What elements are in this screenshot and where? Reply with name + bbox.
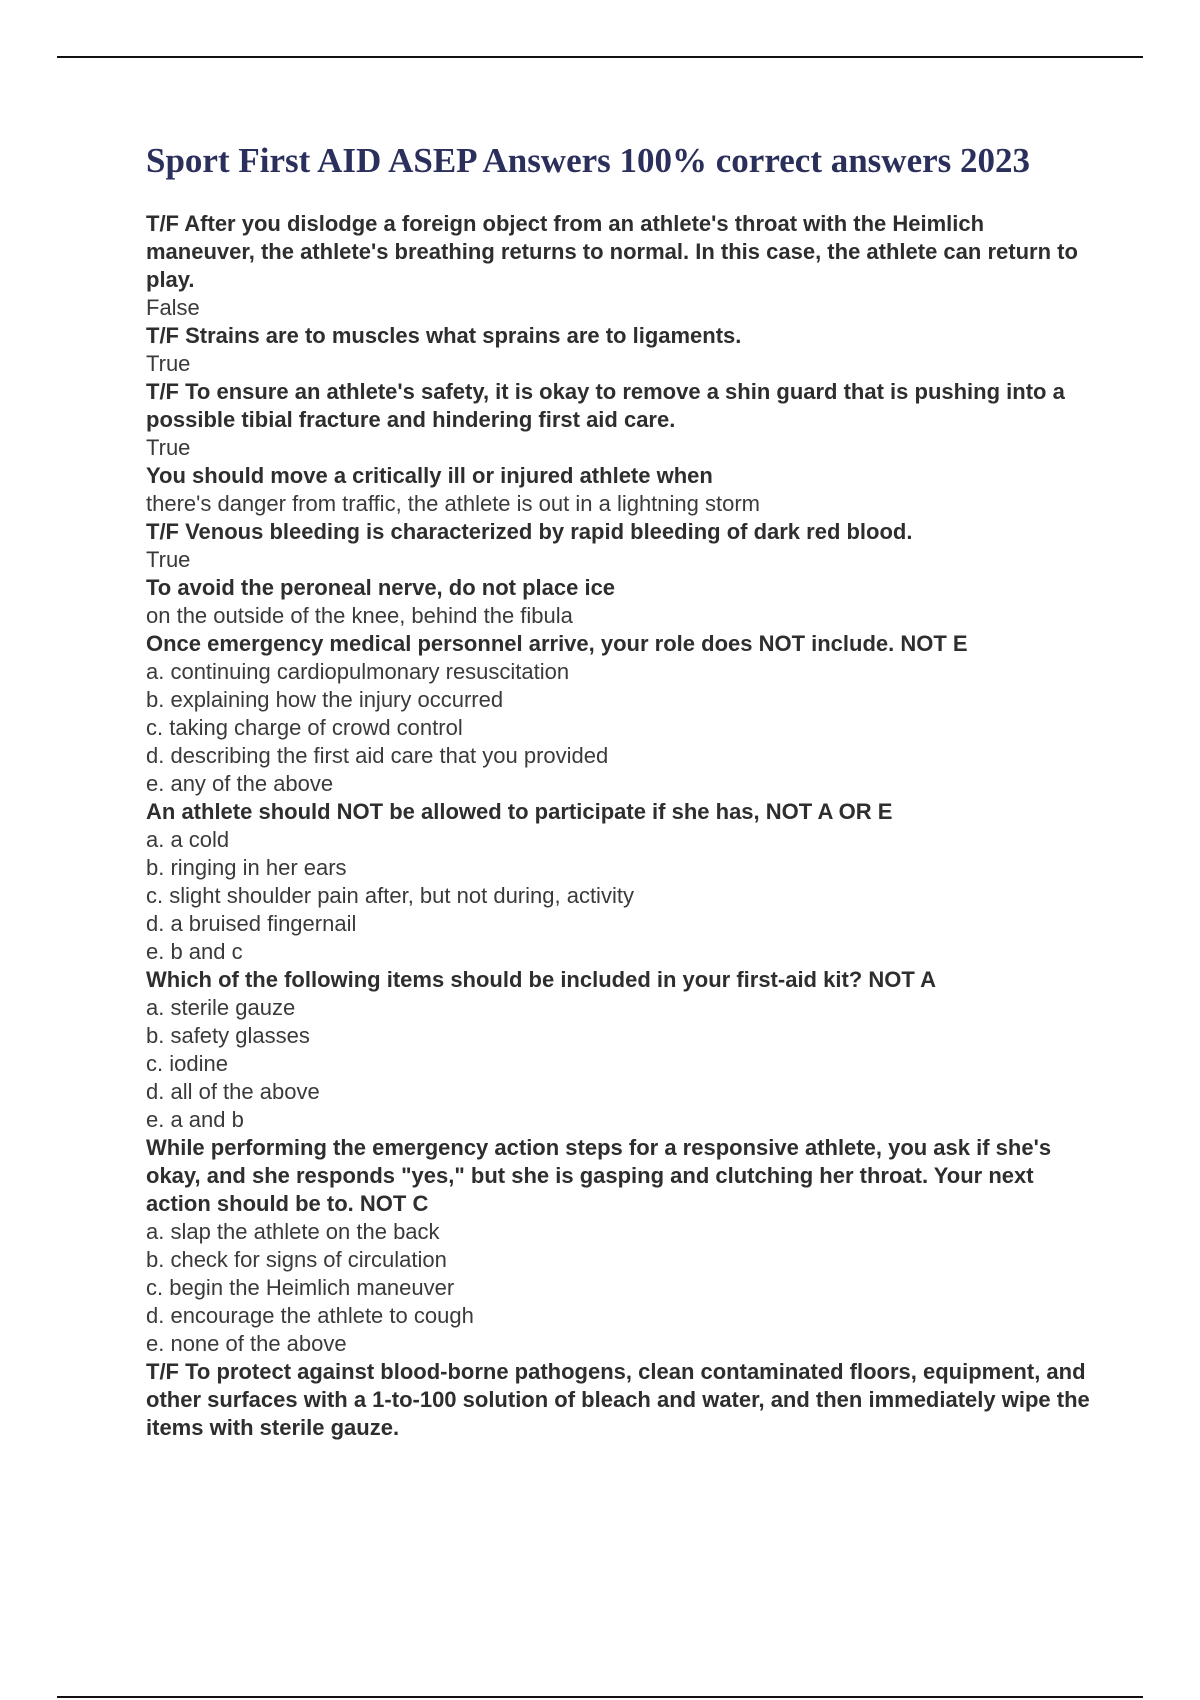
answer-text: a. a cold bbox=[146, 827, 230, 852]
answer-text: a. continuing cardiopulmonary resuscitation bbox=[146, 659, 570, 684]
answer-text: e. any of the above bbox=[146, 771, 334, 796]
answer-text: c. iodine bbox=[146, 1051, 228, 1076]
qa-list bbox=[146, 210, 1096, 1442]
answer-text: d. describing the first aid care that you provided bbox=[146, 743, 609, 768]
answer-text: on the outside of the knee, behind the fibula bbox=[146, 603, 573, 628]
question-text: Which of the following items should be included in your first-aid kit? NOT A bbox=[146, 967, 936, 992]
answer-text: e. a and b bbox=[146, 1107, 244, 1132]
answer-text: e. none of the above bbox=[146, 1331, 347, 1356]
footer-rule bbox=[57, 1696, 1143, 1698]
question-text: T/F To ensure an athlete's safety, it is okay to remove a shin guard that is pushing into a possible tibial fracture and hindering first aid care. bbox=[146, 379, 1065, 432]
question-text: Once emergency medical personnel arrive, your role does NOT include. NOT E bbox=[146, 631, 968, 656]
question-text: T/F Strains are to muscles what sprains are to ligaments. bbox=[146, 323, 742, 348]
answer-text: b. safety glasses bbox=[146, 1023, 310, 1048]
answer-text: True bbox=[146, 435, 191, 460]
answer-text: a. slap the athlete on the back bbox=[146, 1219, 440, 1244]
answer-text: False bbox=[146, 295, 200, 320]
answer-text: d. a bruised fingernail bbox=[146, 911, 357, 936]
question-text: To avoid the peroneal nerve, do not place ice bbox=[146, 575, 616, 600]
answer-text: a. sterile gauze bbox=[146, 995, 296, 1020]
answer-text: e. b and c bbox=[146, 939, 243, 964]
question-text: While performing the emergency action steps for a responsive athlete, you ask if she's okay, and she responds "yes," but she is gasping and clutching her throat. Your next action should be to. NOT C bbox=[146, 1135, 1052, 1216]
answer-text: there's danger from traffic, the athlete is out in a lightning storm bbox=[146, 491, 761, 516]
answer-text: True bbox=[146, 351, 191, 376]
answer-text: b. ringing in her ears bbox=[146, 855, 347, 880]
question-text: You should move a critically ill or injured athlete when bbox=[146, 463, 713, 488]
question-text: T/F After you dislodge a foreign object from an athlete's throat with the Heimlich maneuver, the athlete's breathing returns to normal. In this case, the athlete can return to play. bbox=[146, 211, 1078, 292]
document-content bbox=[146, 140, 1096, 1442]
question-text: An athlete should NOT be allowed to participate if she has, NOT A OR E bbox=[146, 799, 893, 824]
document-title: Sport First AID ASEP Answers 100% correct answers 2023 bbox=[146, 141, 1031, 180]
answer-text: b. explaining how the injury occurred bbox=[146, 687, 504, 712]
answer-text: d. all of the above bbox=[146, 1079, 320, 1104]
answer-text: b. check for signs of circulation bbox=[146, 1247, 447, 1272]
answer-text: c. slight shoulder pain after, but not during, activity bbox=[146, 883, 634, 908]
answer-text: d. encourage the athlete to cough bbox=[146, 1303, 474, 1328]
answer-text: c. begin the Heimlich maneuver bbox=[146, 1275, 455, 1300]
question-text: T/F To protect against blood-borne pathogens, clean contaminated floors, equipment, and other surfaces with a 1-to-100 solution of bleach and water, and then immediately wipe the items with sterile gauze. bbox=[146, 1359, 1090, 1440]
question-text: T/F Venous bleeding is characterized by rapid bleeding of dark red blood. bbox=[146, 519, 913, 544]
answer-text: c. taking charge of crowd control bbox=[146, 715, 463, 740]
answer-text: True bbox=[146, 547, 191, 572]
header-rule bbox=[57, 56, 1143, 58]
